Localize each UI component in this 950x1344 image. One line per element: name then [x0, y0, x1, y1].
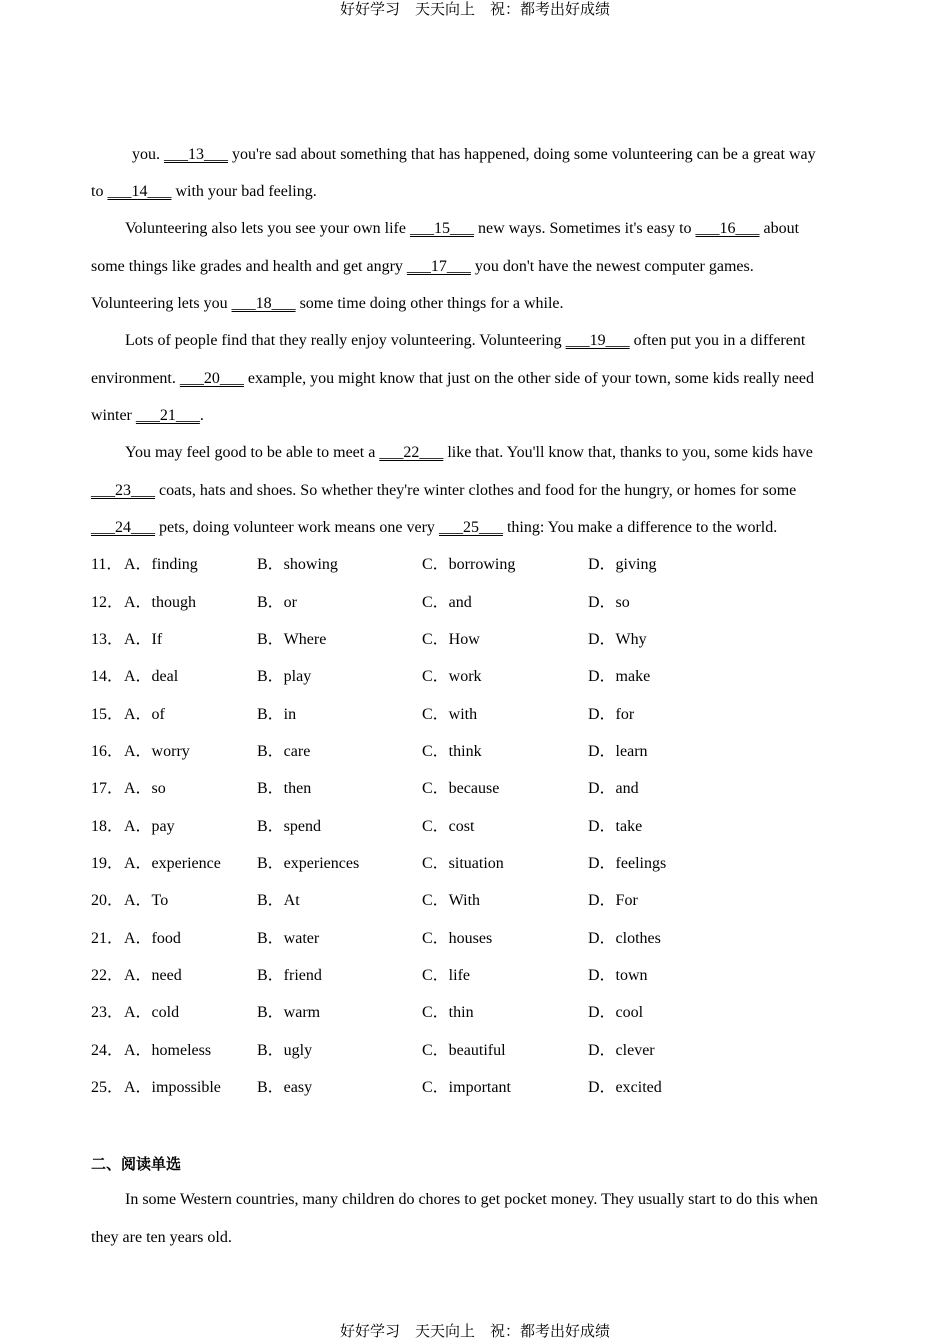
option-b[interactable]: B．experiences — [257, 855, 360, 872]
option-d[interactable]: D．take — [588, 818, 643, 835]
option-c[interactable]: C．life — [422, 967, 470, 984]
option-b[interactable]: B．water — [257, 930, 320, 947]
option-a[interactable]: A．need — [124, 967, 182, 984]
passage-line — [132, 145, 902, 165]
option-d[interactable]: D．and — [588, 780, 639, 797]
option-a[interactable]: A．impossible — [124, 1079, 221, 1096]
option-b[interactable]: B．then — [257, 780, 312, 797]
passage-text: . — [199, 407, 204, 424]
option-c[interactable]: C．and — [422, 594, 472, 611]
blank-25: ___25___ — [438, 519, 503, 536]
option-a[interactable]: A．deal — [124, 668, 179, 685]
option-c[interactable]: C．with — [422, 706, 478, 723]
passage-text: new ways. Sometimes it's easy to — [473, 220, 696, 237]
question-number: 14． — [91, 668, 124, 685]
question-number: 12． — [91, 594, 124, 611]
option-a[interactable]: A．though — [124, 594, 197, 611]
option-d[interactable]: D．learn — [588, 743, 648, 760]
passage-line — [125, 331, 895, 351]
question-number: 16． — [91, 743, 124, 760]
passage-line — [91, 406, 861, 426]
option-c[interactable]: C．important — [422, 1079, 511, 1096]
option-a[interactable]: A．of — [124, 706, 165, 723]
option-b[interactable]: B．friend — [257, 967, 322, 984]
option-d[interactable]: D．for — [588, 706, 635, 723]
passage-line: In some Western countries, many children do chores to get pocket money. They usually start to do this when — [125, 1191, 818, 1208]
blank-17: ___17___ — [406, 258, 471, 275]
option-d[interactable]: D．clever — [588, 1042, 655, 1059]
question-number: 11． — [91, 556, 123, 573]
option-c[interactable]: C．think — [422, 743, 482, 760]
option-b[interactable]: B．At — [257, 892, 300, 909]
passage-text: Volunteering also lets you see your own life — [125, 220, 410, 237]
question-row — [91, 854, 861, 874]
option-a[interactable]: A．homeless — [124, 1042, 212, 1059]
question-row — [91, 667, 861, 687]
question-row — [91, 1078, 861, 1098]
option-b[interactable]: B．play — [257, 668, 312, 685]
question-row — [91, 891, 861, 911]
question-row — [91, 742, 861, 762]
option-d[interactable]: D．make — [588, 668, 651, 685]
passage-line — [91, 294, 861, 314]
option-d[interactable]: D．clothes — [588, 930, 661, 947]
option-d[interactable]: D．town — [588, 967, 648, 984]
question-row — [91, 705, 861, 725]
option-c[interactable]: C．houses — [422, 930, 493, 947]
passage-text: you don't have the newest computer games. — [470, 258, 754, 275]
question-number: 24． — [91, 1042, 124, 1059]
passage-text: Lots of people find that they really enjoy volunteering. Volunteering — [125, 332, 566, 349]
option-c[interactable]: C．because — [422, 780, 500, 797]
option-d[interactable]: D．For — [588, 892, 638, 909]
question-row — [91, 779, 861, 799]
passage-text: some things like grades and health and get angry — [91, 258, 407, 275]
passage-line — [91, 182, 861, 202]
passage-text: you're sad about something that has happened, doing some volunteering can be a great way — [228, 146, 816, 163]
passage-text: Volunteering lets you — [91, 295, 232, 312]
question-number: 21． — [91, 930, 124, 947]
option-b[interactable]: B．care — [257, 743, 311, 760]
blank-14: ___14___ — [107, 183, 172, 200]
passage-line — [91, 518, 861, 538]
option-a[interactable]: A．finding — [124, 556, 198, 573]
question-number: 23． — [91, 1004, 124, 1021]
option-d[interactable]: D．so — [588, 594, 630, 611]
option-c[interactable]: C．thin — [422, 1004, 474, 1021]
question-number: 17． — [91, 780, 124, 797]
question-number: 13． — [91, 631, 124, 648]
blank-22: ___22___ — [379, 444, 444, 461]
passage-text: thing: You make a difference to the world. — [502, 519, 778, 536]
passage-text: coats, hats and shoes. So whether they're winter clothes and food for the hungry, or homes for some — [155, 482, 797, 499]
passage-line — [91, 257, 861, 277]
question-row — [91, 555, 861, 575]
passage-text: you. — [132, 146, 164, 163]
option-a[interactable]: A．If — [124, 631, 163, 648]
option-b[interactable]: B．Where — [257, 631, 327, 648]
blank-13: ___13___ — [164, 146, 228, 163]
option-a[interactable]: A．so — [124, 780, 166, 797]
passage-line — [125, 219, 895, 239]
passage-line — [125, 443, 895, 463]
blank-19: ___19___ — [565, 332, 630, 349]
option-b[interactable]: B．showing — [257, 556, 338, 573]
option-a[interactable]: A．To — [124, 892, 169, 909]
question-row — [91, 929, 861, 949]
question-number: 15． — [91, 706, 124, 723]
passage-line — [91, 369, 861, 389]
option-c[interactable]: C．How — [422, 631, 480, 648]
passage-text: winter — [91, 407, 136, 424]
option-c[interactable]: C．With — [422, 892, 481, 909]
option-c[interactable]: C．situation — [422, 855, 504, 872]
passage-text: some time doing other things for a while. — [295, 295, 564, 312]
option-d[interactable]: D．excited — [588, 1079, 662, 1096]
option-b[interactable]: B．easy — [257, 1079, 313, 1096]
blank-21: ___21___ — [135, 407, 200, 424]
question-row — [91, 1003, 861, 1023]
section-title: 二、阅读单选 — [91, 1155, 182, 1173]
passage-text: pets, doing volunteer work means one very — [155, 519, 439, 536]
question-number: 18． — [91, 818, 124, 835]
blank-18: ___18___ — [231, 295, 296, 312]
passage-text: You may feel good to be able to meet a — [125, 444, 380, 461]
option-d[interactable]: D．feelings — [588, 855, 667, 872]
option-d[interactable]: D．cool — [588, 1004, 644, 1021]
passage-line: they are ten years old. — [91, 1229, 232, 1246]
option-b[interactable]: B．or — [257, 594, 298, 611]
passage-text: with your bad feeling. — [171, 183, 317, 200]
blank-15: ___15___ — [409, 220, 474, 237]
question-number: 25． — [91, 1079, 124, 1096]
option-b[interactable]: B．spend — [257, 818, 322, 835]
question-row — [91, 817, 861, 837]
question-number: 19． — [91, 855, 124, 872]
page-footer: 好好学习 天天向上 祝：都考出好成绩 — [339, 1322, 610, 1340]
blank-23: ___23___ — [91, 482, 155, 499]
question-row — [91, 593, 861, 613]
passage-text: environment. — [91, 370, 180, 387]
option-d[interactable]: D．giving — [588, 556, 657, 573]
option-d[interactable]: D．Why — [588, 631, 647, 648]
blank-16: ___16___ — [695, 220, 760, 237]
passage-text: example, you might know that just on the other side of your town, some kids really need — [243, 370, 814, 387]
option-b[interactable]: B．ugly — [257, 1042, 313, 1059]
passage-text: to — [91, 183, 108, 200]
option-a[interactable]: A．worry — [124, 743, 190, 760]
option-a[interactable]: A．experience — [124, 855, 221, 872]
question-row — [91, 1041, 861, 1061]
question-number: 20． — [91, 892, 124, 909]
passage-text: often put you in a different — [629, 332, 806, 349]
option-c[interactable]: C．beautiful — [422, 1042, 506, 1059]
option-c[interactable]: C．work — [422, 668, 482, 685]
option-c[interactable]: C．borrowing — [422, 556, 516, 573]
option-b[interactable]: B．warm — [257, 1004, 321, 1021]
blank-24: ___24___ — [91, 519, 155, 536]
blank-20: ___20___ — [179, 370, 244, 387]
question-row — [91, 630, 861, 650]
question-row — [91, 966, 861, 986]
question-number: 22． — [91, 967, 124, 984]
option-c[interactable]: C．cost — [422, 818, 475, 835]
option-b[interactable]: B．in — [257, 706, 297, 723]
passage-text: like that. You'll know that, thanks to you, some kids have — [443, 444, 813, 461]
passage-line — [91, 481, 861, 501]
option-a[interactable]: A．cold — [124, 1004, 180, 1021]
passage-text: about — [759, 220, 800, 237]
page-header: 好好学习 天天向上 祝：都考出好成绩 — [339, 0, 610, 18]
option-a[interactable]: A．food — [124, 930, 181, 947]
option-a[interactable]: A．pay — [124, 818, 175, 835]
